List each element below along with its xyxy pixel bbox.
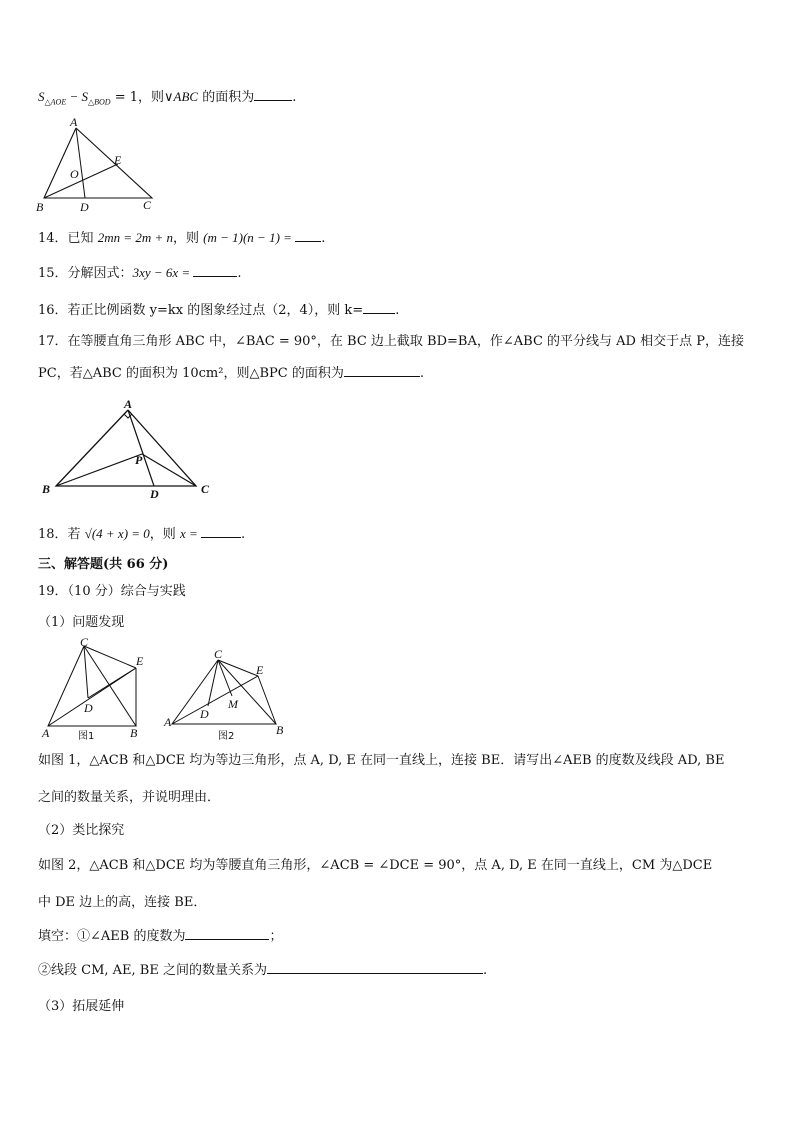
q18-var: x =	[179, 526, 201, 541]
q14-number: 14．	[38, 231, 68, 246]
q13-s1: S	[38, 89, 45, 104]
q19-p1-line1: 如图 1，△ACB 和△DCE 均为等边三角形，点 A, D, E 在同一直线上，连接 BE．请写出∠AEB 的度数及线段 AD, BE	[38, 753, 725, 768]
q17-number: 17．	[38, 334, 68, 349]
q16-answer-blank[interactable]	[363, 301, 395, 314]
q16-number: 16．	[38, 303, 68, 318]
q18-line	[38, 525, 245, 544]
fig13-label-b: B	[36, 200, 44, 214]
fig19b-label-b: B	[276, 723, 284, 737]
q13-sub1: △AOE	[44, 97, 67, 107]
q17-text-line1: 在等腰直角三角形 ABC 中，∠BAC = 90°，在 BC 边上截取 BD=BA，作∠ABC 的平分线与 AD 相交于点 P，连接	[67, 334, 744, 349]
q19-part2: （2）类比探究	[38, 823, 125, 838]
q14-line	[38, 229, 325, 248]
q19-fill2-text: ②线段 CM, AE, BE 之间的数量关系为	[38, 963, 267, 978]
q13-mid: − S	[66, 89, 88, 104]
fig17-label-p: P	[135, 453, 143, 467]
figure-19-1	[38, 636, 154, 742]
q16-text: 若正比例函数 y=kx 的图象经过点（2，4），则 k=	[67, 303, 364, 318]
q19-p1-line2: 之间的数量关系，并说明理由．	[38, 790, 221, 805]
fig19b-caption: 图2	[218, 731, 235, 742]
q13-answer-blank[interactable]	[254, 88, 292, 101]
q16-end: .	[395, 303, 400, 318]
q19-fill2-end: .	[482, 963, 488, 978]
q18-text1: 若	[67, 527, 85, 542]
q13-line	[38, 88, 296, 112]
q19-header: 19．（10 分）综合与实践	[38, 584, 186, 599]
q17-text-line2: PC，若△ABC 的面积为 10cm²，则△BPC 的面积为	[38, 366, 344, 381]
fig19b-label-a: A	[164, 715, 172, 729]
q13-end: .	[292, 90, 297, 105]
figure-19-2	[160, 647, 300, 742]
q15-end: .	[237, 266, 242, 281]
fig17-label-d: D	[150, 487, 159, 501]
q13-tail: 的面积为	[198, 90, 255, 105]
fig19a-label-a: A	[42, 726, 50, 740]
q19-part3: （3）拓展延伸	[38, 999, 125, 1014]
q19-part1: （1）问题发现	[38, 615, 125, 630]
q15-answer-blank[interactable]	[193, 264, 237, 277]
q15-line	[38, 264, 242, 283]
q19-fill2-blank[interactable]	[267, 961, 483, 974]
fig19b-label-d: D	[200, 707, 209, 721]
q14-expr2: (m − 1)(n − 1) =	[203, 230, 296, 245]
q14-text1: 已知	[67, 231, 98, 246]
fig17-label-a: A	[124, 397, 133, 411]
q18-expr: √(4 + x) = 0	[84, 526, 150, 541]
fig19a-label-c: C	[80, 635, 89, 649]
q18-number: 18．	[38, 527, 68, 542]
q19-fill2-line	[38, 961, 487, 980]
q17-line1	[38, 333, 744, 351]
q14-answer-blank[interactable]	[295, 229, 321, 242]
q19-fill1-end: ；	[269, 929, 283, 944]
q16-line	[38, 301, 399, 320]
fig17-label-b: B	[42, 482, 51, 496]
q19-fill1-blank[interactable]	[185, 927, 269, 940]
fig19a-label-e: E	[136, 654, 144, 668]
q15-text1: 分解因式：	[67, 266, 133, 281]
q17-end: .	[419, 366, 424, 381]
q13-sub2: △BOD	[87, 97, 111, 107]
fig13-label-c: C	[143, 198, 152, 212]
q18-text2: ，则	[149, 527, 180, 542]
q18-end: .	[240, 527, 246, 542]
q19-p2-line2: 中 DE 边上的高，连接 BE．	[38, 895, 207, 910]
fig17-label-c: C	[201, 482, 210, 496]
fig19a-label-d: D	[84, 701, 93, 715]
q17-answer-blank[interactable]	[344, 364, 420, 377]
fig19a-label-b: B	[130, 726, 138, 740]
section-3-title: 三、解答题(共 66 分)	[38, 557, 169, 572]
fig19a-caption: 图1	[78, 731, 95, 742]
q19-p2-line1: 如图 2，△ACB 和△DCE 均为等腰直角三角形，∠ACB = ∠DCE = 90°，点 A, D, E 在同一直线上，CM 为△DCE	[38, 858, 713, 873]
q13-tri: ABC	[173, 89, 199, 104]
q19-fill1-text: 填空：①∠AEB 的度数为	[38, 929, 186, 944]
q14-expr1: 2mn = 2m + n	[97, 230, 174, 245]
q18-answer-blank[interactable]	[201, 525, 241, 538]
q19-fill1-line	[38, 927, 282, 946]
q13-eq: = 1，则∨	[110, 90, 174, 105]
fig13-label-a: A	[70, 115, 78, 129]
q14-end: .	[321, 231, 326, 246]
q14-text2: ，则	[173, 231, 204, 246]
figure-q13	[30, 115, 170, 218]
fig19b-label-c: C	[214, 647, 223, 661]
q15-expr: 3xy − 6x =	[132, 265, 194, 280]
fig13-label-d: D	[80, 200, 89, 214]
figure-q17	[38, 396, 228, 504]
q17-line2	[38, 364, 424, 383]
q15-number: 15．	[38, 266, 68, 281]
fig13-label-o: O	[70, 167, 79, 181]
fig19b-label-e: E	[256, 663, 264, 677]
fig19b-label-m: M	[228, 697, 238, 711]
fig13-label-e: E	[114, 153, 122, 167]
